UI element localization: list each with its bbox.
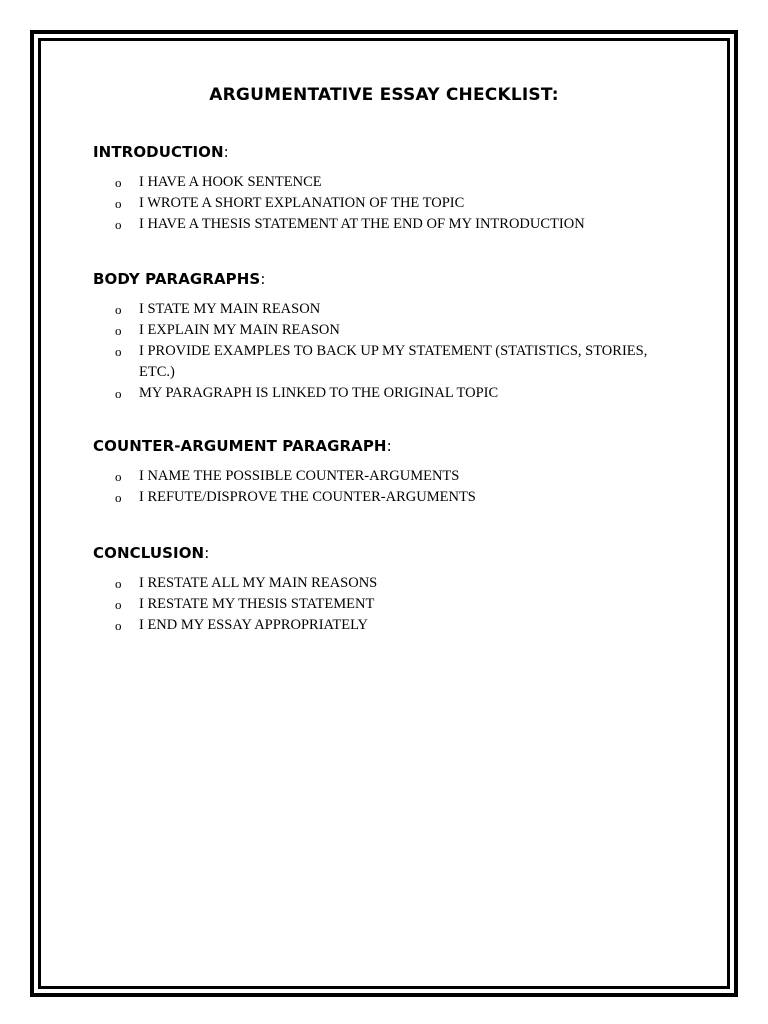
checklist [93, 573, 653, 636]
bullet-marker: o [115, 469, 122, 484]
section-heading-text: INTRODUCTION [93, 143, 224, 161]
section-conclusion [93, 544, 653, 636]
checklist [93, 466, 653, 508]
checklist-item [93, 172, 653, 193]
checklist-item-text: MY PARAGRAPH IS LINKED TO THE ORIGINAL TOPIC [139, 385, 499, 401]
section-heading-text: COUNTER-ARGUMENT PARAGRAPH [93, 437, 387, 455]
checklist-item-text: I END MY ESSAY APPROPRIATELY [139, 617, 368, 633]
section-heading-colon: : [386, 437, 392, 455]
checklist-item-text: I REFUTE/DISPROVE THE COUNTER-ARGUMENTS [139, 489, 476, 505]
bullet-marker: o [115, 302, 122, 317]
bullet-marker: o [115, 490, 122, 505]
section-body-paragraphs [93, 270, 653, 404]
section-heading-colon: : [223, 143, 229, 161]
checklist-item-text: I RESTATE ALL MY MAIN REASONS [139, 575, 378, 591]
bullet-marker: o [115, 217, 122, 232]
checklist-item-text: I PROVIDE EXAMPLES TO BACK UP MY STATEMENT (STATISTICS, STORIES, ETC.) [139, 343, 648, 380]
checklist [93, 299, 653, 404]
bullet-marker: o [115, 175, 122, 190]
section-heading [93, 270, 653, 288]
checklist-item-text: I RESTATE MY THESIS STATEMENT [139, 596, 375, 612]
bullet-marker: o [115, 386, 122, 401]
page-title-colon: : [551, 85, 559, 105]
checklist-item [93, 214, 653, 235]
bullet-marker: o [115, 576, 122, 591]
bullet-marker: o [115, 196, 122, 211]
checklist-item-text: I STATE MY MAIN REASON [139, 301, 321, 317]
checklist-item [93, 615, 653, 636]
checklist-item [93, 487, 653, 508]
checklist-item [93, 594, 653, 615]
checklist-item-text: I HAVE A HOOK SENTENCE [139, 174, 322, 190]
bullet-marker: o [115, 323, 122, 338]
page-title-text: ARGUMENTATIVE ESSAY CHECKLIST [209, 85, 552, 105]
checklist-item [93, 320, 653, 341]
checklist-item-text: I HAVE A THESIS STATEMENT AT THE END OF MY INTRODUCTION [139, 216, 585, 232]
checklist-item [93, 573, 653, 594]
section-heading-colon: : [204, 544, 210, 562]
bullet-marker: o [115, 344, 122, 359]
checklist-item-text: I NAME THE POSSIBLE COUNTER-ARGUMENTS [139, 468, 460, 484]
section-introduction [93, 143, 653, 235]
checklist-item [93, 299, 653, 320]
checklist-item [93, 341, 653, 383]
section-heading-text: CONCLUSION [93, 544, 205, 562]
checklist-item [93, 466, 653, 487]
checklist-item-text: I WROTE A SHORT EXPLANATION OF THE TOPIC [139, 195, 465, 211]
bullet-marker: o [115, 597, 122, 612]
checklist-item [93, 383, 653, 404]
bullet-marker: o [115, 618, 122, 633]
section-heading-colon: : [260, 270, 266, 288]
section-counter-argument [93, 437, 653, 508]
section-heading [93, 544, 653, 562]
checklist-item-text: I EXPLAIN MY MAIN REASON [139, 322, 340, 338]
page-title [0, 85, 768, 105]
checklist [93, 172, 653, 235]
section-heading [93, 143, 653, 161]
section-heading [93, 437, 653, 455]
section-heading-text: BODY PARAGRAPHS [93, 270, 261, 288]
checklist-item [93, 193, 653, 214]
